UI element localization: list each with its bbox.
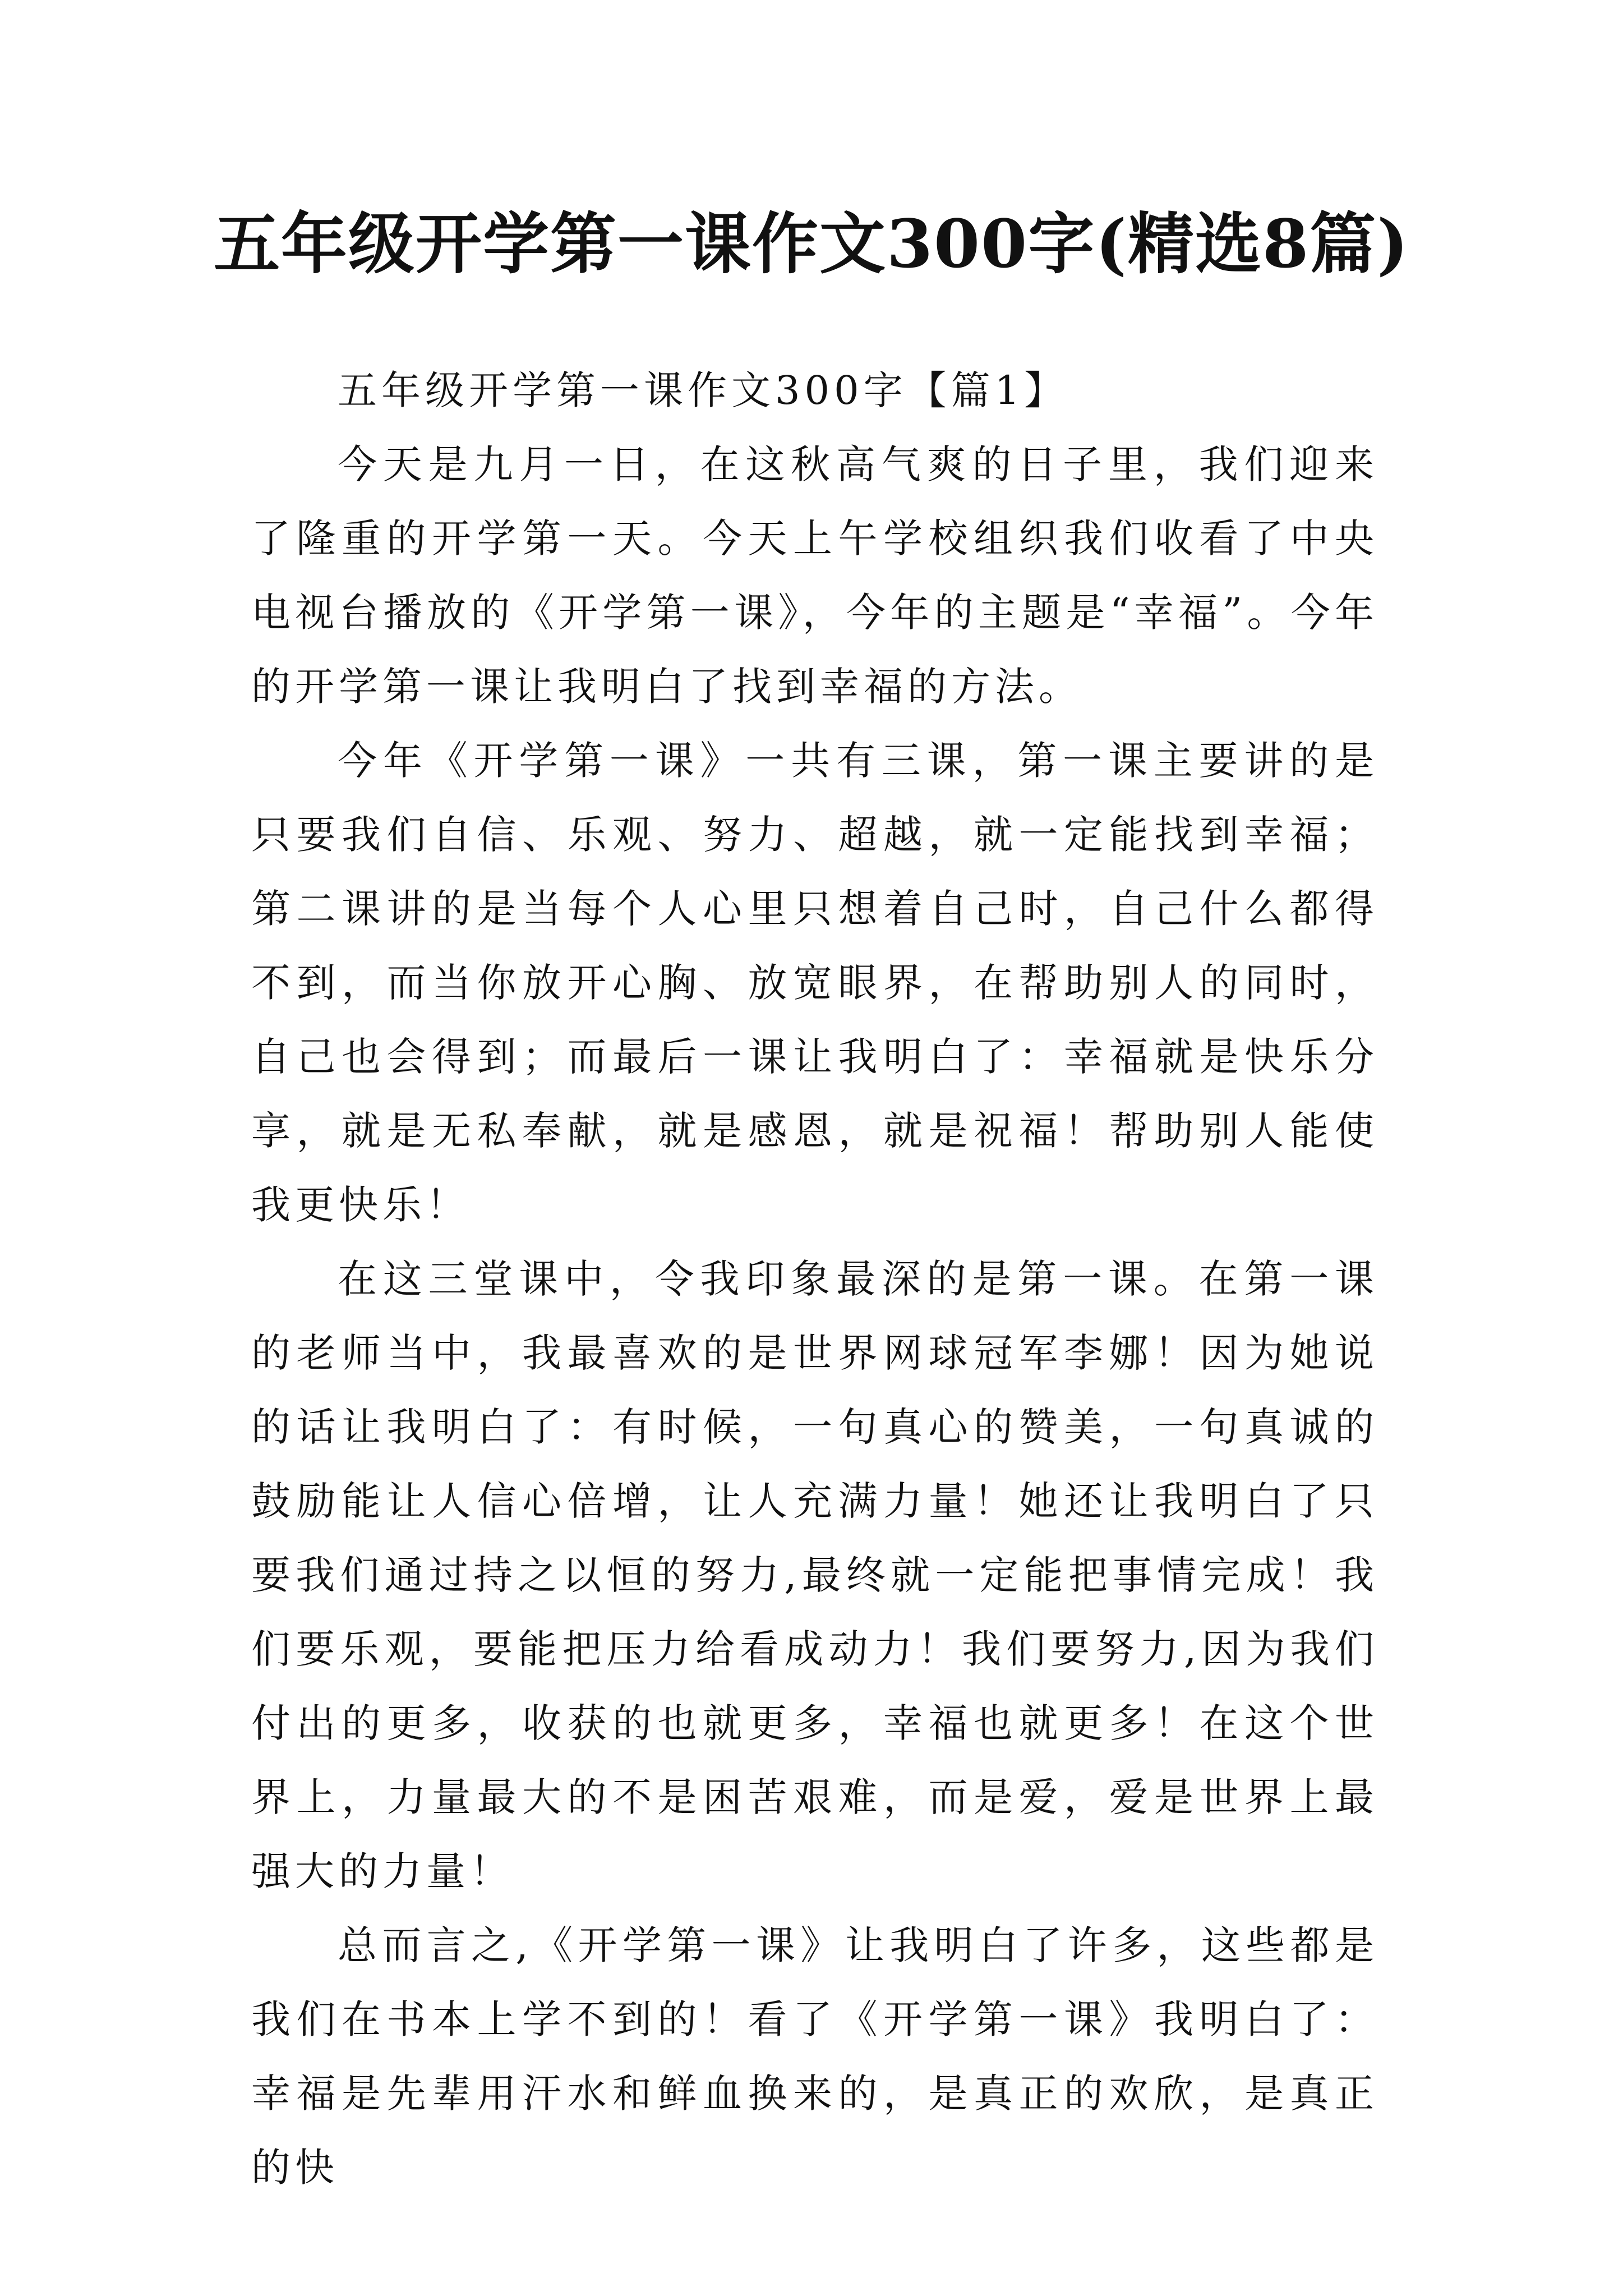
paragraph-2: 今年《开学第一课》一共有三课，第一课主要讲的是只要我们自信、乐观、努力、超越，就一定能找到幸福；第二课讲的是当每个人心里只想着自己时，自己什么都得不到，而当你放开心胸、放宽眼界，在帮助别人的同时，自己也会得到；而最后一课让我明白了：幸福就是快乐分享，就是无私奉献，就是感恩，就是祝福！帮助别人能使我更快乐！: [251, 738, 1378, 1228]
document-title: 五年级开学第一课作文300字(精选8篇): [213, 205, 1410, 283]
paragraph-4: 总而言之,《开学第一课》让我明白了许多，这些都是我们在书本上学不到的！看了《开学第一课》我明白了：幸福是先辈用汗水和鲜血换来的，是真正的欢欣，是真正的快: [251, 1922, 1378, 2191]
document-body: [251, 353, 1378, 2205]
paragraph-1: 今天是九月一日，在这秋高气爽的日子里，我们迎来了隆重的开学第一天。今天上午学校组织我们收看了中央电视台播放的《开学第一课》，今年的主题是“幸福”。今年的开学第一课让我明白了找到幸福的方法。: [251, 441, 1378, 710]
section-heading: 五年级开学第一课作文300字【篇1】: [338, 367, 1068, 413]
paragraph-3: 在这三堂课中，令我印象最深的是第一课。在第一课的老师当中，我最喜欢的是世界网球冠军李娜！因为她说的话让我明白了：有时候，一句真心的赞美，一句真诚的鼓励能让人信心倍增，让人充满力量！她还让我明白了只要我们通过持之以恒的努力,最终就一定能把事情完成！我们要乐观，要能把压力给看成动力！我们要努力,因为我们付出的更多，收获的也就更多，幸福也就更多！在这个世界上，力量最大的不是困苦艰难，而是爱，爱是世界上最强大的力量！: [251, 1256, 1378, 1894]
